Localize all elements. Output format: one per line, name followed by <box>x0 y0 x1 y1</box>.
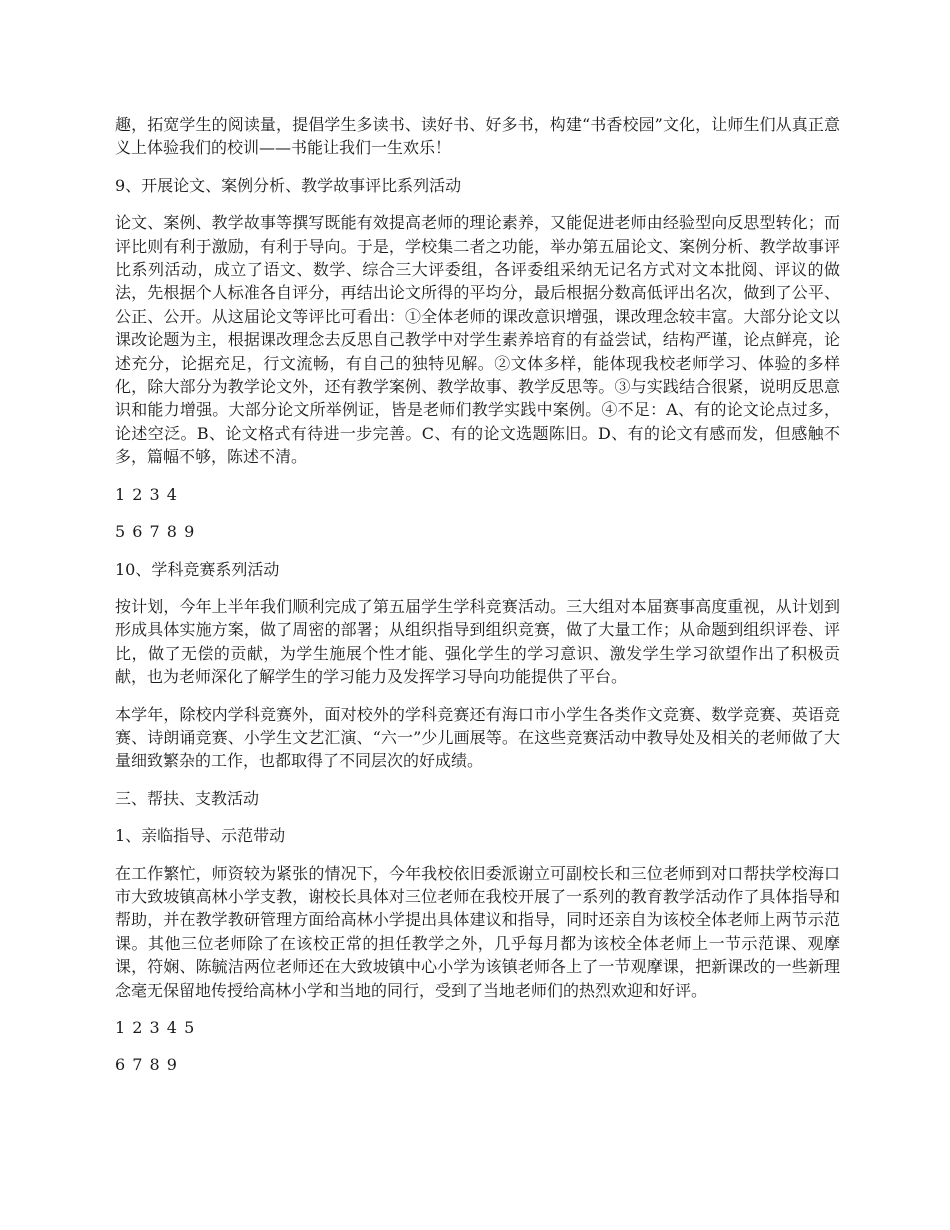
page-number-row: 6 7 8 9 <box>115 1055 178 1075</box>
page-number-row: 5 6 7 8 9 <box>115 522 196 542</box>
page-number-row: 1 2 3 4 <box>115 484 178 504</box>
paragraph-reading-culture: 趣，拓宽学生的阅读量，提倡学生多读书、读好书、好多书，构建“书香校园”文化，让师生们从真正意义上体验我们的校训——书能让我们一生欢乐！ <box>115 115 840 158</box>
paragraph-subject-competition: 按计划，今年上半年我们顺利完成了第五届学生学科竞赛活动。三大组对本届赛事高度重视，从计划到形成具体实施方案，做了周密的部署；从组织指导到组织竞赛，做了大量工作；从命题到组织评卷、评比，做了无偿的贡献，为学生施展个性才能、强化学生的学习意识、激发学生学习欲望作出了积极贡献，也为老师深化了解学生的学习能力及发挥学习导向功能提供了平台。 <box>115 596 840 687</box>
page-number-row: 1 2 3 4 5 <box>115 1018 196 1037</box>
subsection-heading-1: 1、亲临指导、示范带动 <box>115 826 286 846</box>
document-page <box>115 113 840 1077</box>
section-heading-10: 10、学科竞赛系列活动 <box>115 559 280 579</box>
paragraph-paper-evaluation: 论文、案例、教学故事等撰写既能有效提高老师的理论素养，又能促进老师由经验型向反思型转化；而评比则有利于激励，有利于导向。于是，学校集二者之功能，举办第五届论文、案例分析、教学故事评比系列活动，成立了语文、数学、综合三大评委组，各评委组采纳无记名方式对文本批阅、评议的做法，先根据个人标准各自评分，再结出论文所得的平均分，最后根据分数高低评出名次，做到了公平、公正、公开。从这届论文等评比可看出：①全体老师的课改意识增强，课改理念较丰富。大部分论文以课改论题为主，根据课改理念去反思自己教学中对学生素养培育的有益尝试，结构严谨，论点鲜亮，论述充分，论据充足，行文流畅，有自己的独特见解。②文体多样，能体现我校老师学习、体验的多样化，除大部分为教学论文外，还有教学案例、教学故事、教学反思等。③与实践结合很紧，说明反思意识和能力增强。大部分论文所举例证，皆是老师们教学实践中案例。④不足：A、有的论文论点过多，论述空泛。B、论文格式有待进一步完善。C、有的论文选题陈旧。D、有的论文有感而发，但感触不多，篇幅不够，陈述不清。 <box>115 213 840 467</box>
paragraph-teaching-support: 在工作繁忙，师资较为紧张的情况下，今年我校依旧委派谢立可副校长和三位老师到对口帮扶学校海口市大致坡镇高林小学支教，谢校长具体对三位老师在我校开展了一系列的教育教学活动作了具体指导和帮助，并在教学教研管理方面给高林小学提出具体建议和指导，同时还亲自为该校全体老师上两节示范课。其他三位老师除了在该校正常的担任教学之外，几乎每月都为该校全体老师上一节示范课、观摩课，符娴、陈毓洁两位老师还在大致坡镇中心小学为该镇老师各上了一节观摩课，把新课改的一些新理念毫无保留地传授给高林小学和当地的同行，受到了当地老师们的热烈欢迎和好评。 <box>115 863 840 1000</box>
paragraph-external-competition: 本学年，除校内学科竞赛外，面对校外的学科竞赛还有海口市小学生各类作文竞赛、数学竞赛、英语竞赛、诗朗诵竞赛、小学生文艺汇演、“六一”少儿画展等。在这些竞赛活动中教导处及相关的老师做了大量细致繁杂的工作，也都取得了不同层次的好成绩。 <box>115 704 840 771</box>
section-heading-9: 9、开展论文、案例分析、教学故事评比系列活动 <box>115 175 462 195</box>
section-heading-3: 三、帮扶、支教活动 <box>115 788 260 808</box>
